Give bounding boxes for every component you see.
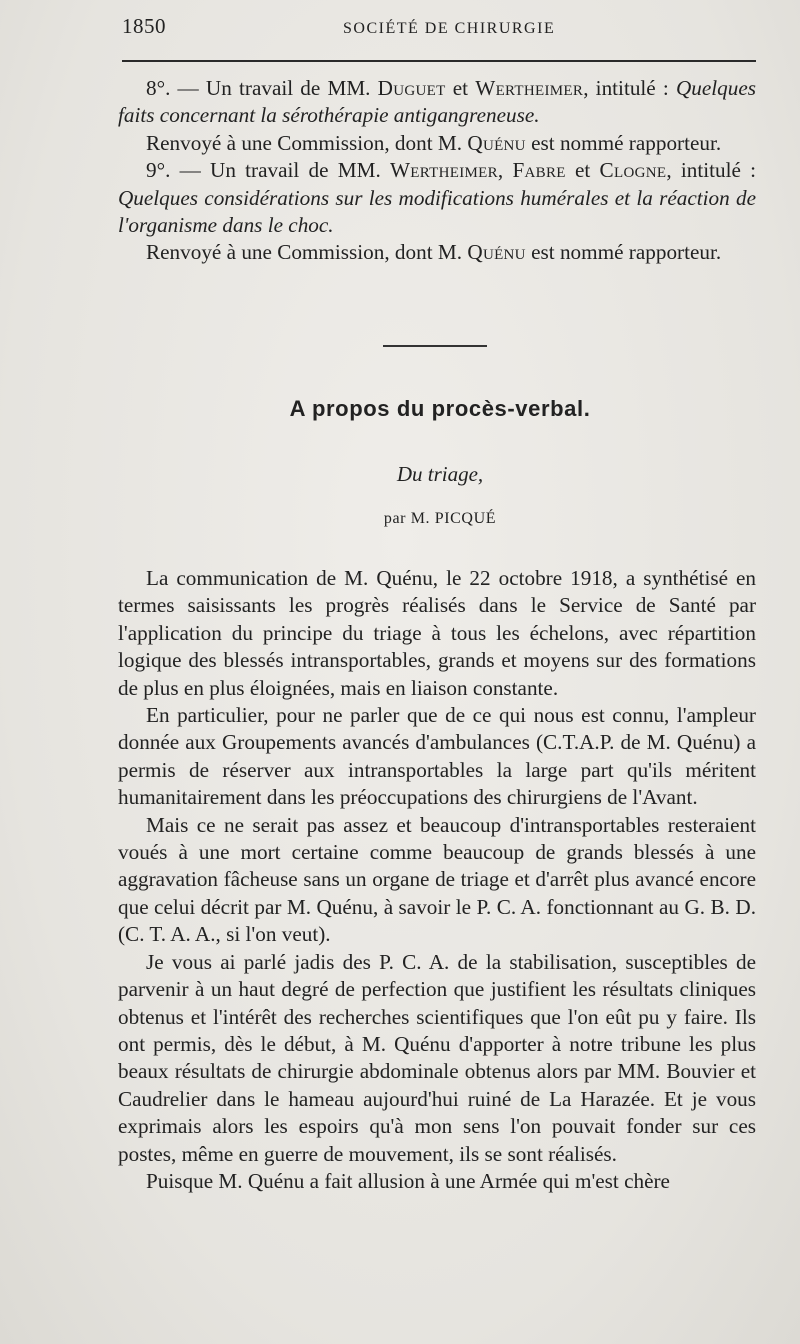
author-name: Fabre xyxy=(512,158,566,183)
author-name: Wertheimer xyxy=(389,158,498,183)
text-run: et xyxy=(565,158,600,183)
body-text xyxy=(118,565,756,1195)
section-author: par M. PICQUÉ xyxy=(383,510,497,527)
paragraph: En particulier, pour ne parler que de ce qui nous est connu, l'ampleur donnée aux Groupements avancés d'ambulances (C.T.A.P. de M. Quénu) a permis de réserver aux intransportables la large part qu'ils méritent humanitairement dans les préoccupations des chirurgiens de l'Avant. xyxy=(118,703,756,810)
paragraph: Mais ce ne serait pas assez et beaucoup d'intransportables resteraient voués à une mort certaine comme beaucoup de grands blessés à une aggravation fâcheuse sans un organe de triage et d'arrêt plus avancé encore que celui décrit par M. Quénu, à savoir le P. C. A. fonctionnant au G. B. D. (C. T. A. A., si l'on veut). xyxy=(118,812,756,947)
paragraph: Je vous ai parlé jadis des P. C. A. de la stabilisation, susceptibles de parvenir à un haut degré de perfection que justifient les résultats cliniques obtenus et l'intérêt des recherches scientifiques que l'on eût pu y faire. Ils ont permis, dès le début, à M. Quénu d'apporter à notre tribune les plus beaux résultats de chirurgie abdominale obtenus alors par MM. Bouvier et Caudrelier dans le hameau aujourd'hui ruiné de La Harazée. Et je vous exprimais alors les espoirs qu'à mon sens l'on pouvait fonder sur ces postes, même en guerre de mouvement, ils se sont réalisés. xyxy=(118,949,756,1166)
text-run: est nommé rapporteur. xyxy=(525,130,722,155)
text-run: est nommé rapporteur. xyxy=(525,240,722,265)
item-number: 9°. — Un travail de MM. xyxy=(146,158,390,183)
text-run: Renvoyé à une Commission, dont M. xyxy=(146,240,468,265)
work-title: Quelques considérations sur les modifications humérales et la réaction de l'organisme dans le choc. xyxy=(118,185,756,238)
paragraph: Puisque M. Quénu a fait allusion à une Armée qui m'est chère xyxy=(146,1168,670,1193)
text-run: , xyxy=(497,158,513,183)
rapporteur-name: Quénu xyxy=(467,130,526,155)
author-name: Duguet xyxy=(377,76,446,100)
running-title: SOCIÉTÉ DE CHIRURGIE xyxy=(343,20,556,37)
referral-list xyxy=(118,75,756,267)
text-run: , intitulé : xyxy=(666,158,757,183)
text-run: Renvoyé à une Commission, dont M. xyxy=(146,130,468,155)
rapporteur-name: Quénu xyxy=(467,240,526,265)
item-number: 8°. — Un travail de MM. xyxy=(146,76,378,100)
section-divider xyxy=(383,345,487,347)
referral-statement xyxy=(118,130,756,157)
referral-item-8 xyxy=(118,75,756,130)
paragraph: La communication de M. Quénu, le 22 octobre 1918, a synthétisé en termes saisissants les progrès réalisés dans le Service de Santé par l'application du principe du triage à tous les échelons, avec répartition logique des blessés intransportables, grands et moyens sur des formations de plus en plus éloignées, mais en liaison constante. xyxy=(118,566,756,700)
text-run: et xyxy=(445,76,476,100)
header-rule xyxy=(122,60,756,62)
author-name: Clogne xyxy=(599,158,667,183)
author-name: Wertheimer xyxy=(475,76,584,100)
page-number: 1850 xyxy=(122,14,166,38)
section-title: A propos du procès-verbal. xyxy=(289,396,591,421)
section-subtitle: Du triage, xyxy=(396,462,484,486)
text-run: , intitulé : xyxy=(583,76,676,100)
referral-item-9 xyxy=(118,157,756,239)
referral-statement xyxy=(118,239,756,266)
work-title: Quelques faits concernant la sérothérapie antigangreneuse. xyxy=(118,76,756,128)
